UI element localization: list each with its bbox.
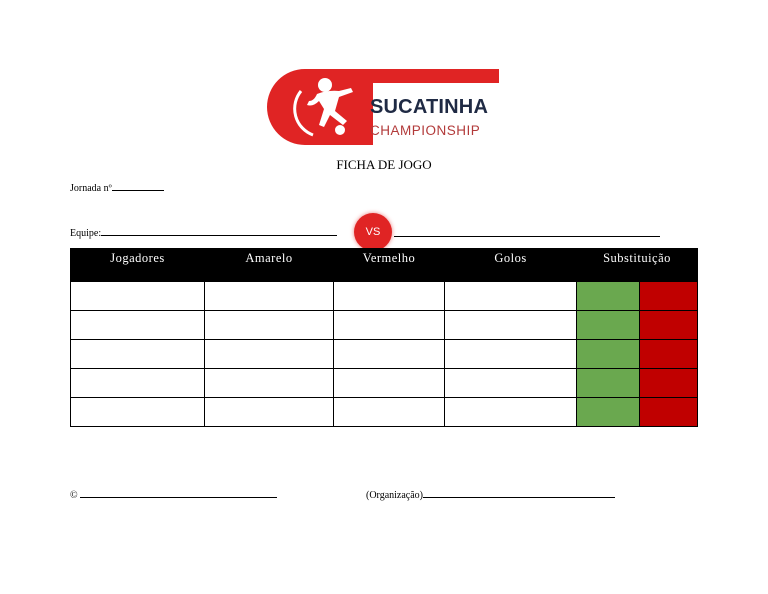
cell-red[interactable]	[334, 369, 445, 398]
table-row	[71, 398, 698, 427]
team-label: Equipe:	[70, 228, 102, 239]
cell-yellow[interactable]	[205, 311, 334, 340]
header-goals: Golos	[445, 249, 577, 282]
brand-name: SUCATINHA	[370, 96, 489, 118]
cell-red[interactable]	[334, 398, 445, 427]
round-field[interactable]	[70, 181, 164, 194]
header-players: Jogadores	[71, 249, 205, 282]
organization-blank[interactable]	[423, 488, 615, 498]
cell-red[interactable]	[334, 282, 445, 311]
cell-goals[interactable]	[445, 282, 577, 311]
organization-label: (Organização)	[366, 490, 424, 501]
cell-red[interactable]	[334, 340, 445, 369]
cell-sub-in[interactable]	[577, 398, 640, 427]
cell-goals[interactable]	[445, 369, 577, 398]
cell-sub-out[interactable]	[640, 369, 698, 398]
cell-sub-in[interactable]	[577, 282, 640, 311]
table-header-row	[71, 249, 698, 282]
cell-sub-in[interactable]	[577, 311, 640, 340]
table-row	[71, 282, 698, 311]
cell-sub-out[interactable]	[640, 340, 698, 369]
cell-player[interactable]	[71, 311, 205, 340]
round-blank[interactable]	[112, 181, 164, 191]
table-row	[71, 340, 698, 369]
cell-sub-out[interactable]	[640, 398, 698, 427]
header-yellow: Amarelo	[205, 249, 334, 282]
cell-sub-in[interactable]	[577, 369, 640, 398]
cell-player[interactable]	[71, 398, 205, 427]
header-red: Vermelho	[334, 249, 445, 282]
cell-yellow[interactable]	[205, 369, 334, 398]
home-team-blank[interactable]	[101, 226, 337, 236]
cell-yellow[interactable]	[205, 282, 334, 311]
round-label: Jornada nº	[70, 183, 112, 194]
table-row	[71, 369, 698, 398]
cell-player[interactable]	[71, 340, 205, 369]
cell-goals[interactable]	[445, 340, 577, 369]
championship-logo	[267, 69, 499, 145]
brand-subtitle: CHAMPIONSHIP	[370, 123, 481, 138]
copyright-symbol: ©	[70, 490, 78, 501]
cell-yellow[interactable]	[205, 398, 334, 427]
cell-red[interactable]	[334, 311, 445, 340]
vs-badge: VS	[354, 213, 392, 251]
cell-goals[interactable]	[445, 311, 577, 340]
cell-yellow[interactable]	[205, 340, 334, 369]
cell-player[interactable]	[71, 369, 205, 398]
sheet-title: FICHA DE JOGO	[336, 157, 432, 172]
cell-sub-out[interactable]	[640, 282, 698, 311]
header-substitution: Substituição	[577, 249, 698, 282]
organization-field[interactable]	[366, 488, 615, 501]
copyright-field[interactable]	[70, 488, 277, 501]
cell-goals[interactable]	[445, 398, 577, 427]
cell-player[interactable]	[71, 282, 205, 311]
table-row	[71, 311, 698, 340]
cell-sub-out[interactable]	[640, 311, 698, 340]
away-team-blank[interactable]	[394, 236, 660, 237]
home-team-field[interactable]	[70, 226, 337, 239]
cell-sub-in[interactable]	[577, 340, 640, 369]
match-sheet-table	[70, 248, 698, 427]
copyright-blank[interactable]	[80, 488, 277, 498]
